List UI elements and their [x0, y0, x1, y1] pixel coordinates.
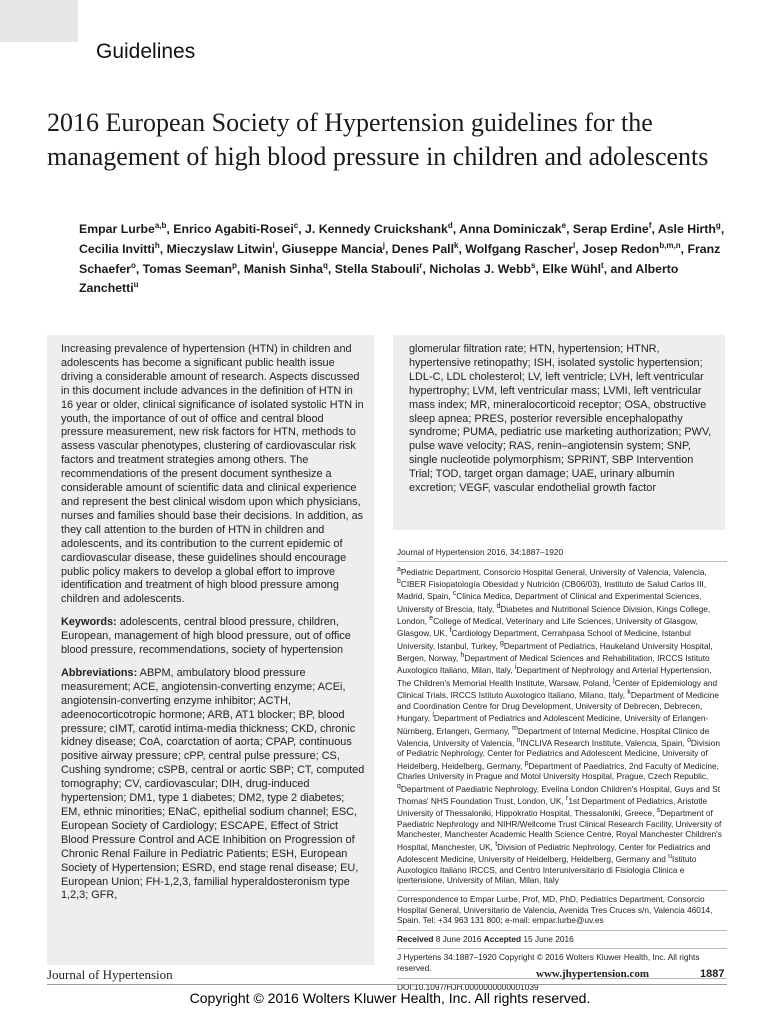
abstract-right-column — [409, 343, 715, 496]
keywords-label: Keywords: — [61, 616, 117, 629]
section-label: Guidelines — [96, 40, 196, 63]
correspondence-divider — [397, 890, 727, 891]
received-date: 8 June 2016 — [433, 933, 484, 944]
article-copyright: J Hypertens 34:1887–1920 Copyright © 2016 Wolters Kluwer Health, Inc. All rights reserved. — [397, 952, 700, 973]
copyright-notice: Copyright © 2016 Wolters Kluwer Health, Inc. All rights reserved. — [189, 990, 591, 1006]
dates-divider — [397, 930, 727, 931]
accepted-label: Accepted — [483, 933, 522, 944]
journal-reference: Journal of Hypertension 2016, 34:1887–1920 — [397, 547, 564, 557]
correspondence: Correspondence to Empar Lurbe, Prof, MD, PhD, Pediatrics Department, Consorcio Hospital General, Universitario de Valencia, Avenida Tres Cruces s/n, Valencia 46014, Spain. Tel: +34 963 131 800; e-mail: empar.lurbe@uv.es — [397, 893, 713, 926]
page-number: 1887 — [700, 968, 725, 980]
received-accepted — [397, 934, 727, 945]
abstract-text: Increasing prevalence of hypertension (HTN) in children and adolescents has become a significant public health issue driving a considerable amount of research. Aspects discussed in this document include advances in the definition of HTN in 16 year or older, clinical significance of isolated systolic HTN in youth, the importance of out of office and central blood pressure measurement, new risk factors for HTN, methods to assess vascular phenotypes, clustering of cardiovascular risk factors and treatment strategies among others. The recommendations of the present document synthesize a considerable amount of scientific data and clinical experience and represent the best clinical wisdom upon which physicians, nurses and families should base their decisions. In addition, as they call attention to the burden of HTN in children and adolescents, and its contribution to the current epidemic of cardiovascular disease, these guidelines should encourage public policy makers to develop a global effort to improve identification and treatment of high blood pressure among children and adolescents. — [61, 343, 364, 606]
footer-divider — [47, 984, 727, 985]
header-corner-block — [0, 0, 78, 42]
copyright-divider — [397, 948, 727, 949]
abbreviations — [61, 667, 366, 903]
abbreviations-text-right: glomerular filtration rate; HTN, hypertension; HTNR, hypertensive retinopathy; ISH, isolated systolic hypertension; LDL-C, LDL cholesterol; LV, left ventricle; LVH, left ventricular hypertrophy; LVM, left ventricular mass; LVMI, left ventricular mass index; MR, mineralocorticoid receptor; OSA, obstructive sleep apnea; PRES, posterior reversible encephalopathy syndrome; PUMA, pediatric use marketing authorization; PWV, pulse wave velocity; RAS, renin–angiotensin system; SNP, single nucleotide polymorphism; SPRINT, SBP Intervention Trial; TOD, target organ damage; UAE, urinary albumin excretion; VEGF, vascular endothelial growth factor — [409, 343, 712, 495]
keywords-text: adolescents, central blood pressure, children, European, management of high blood pressure, out of office blood pressure, recommendations, society of hypertension — [61, 616, 351, 657]
footer-url-link[interactable]: www.jhypertension.com — [536, 968, 650, 980]
footer-journal-name: Journal of Hypertension — [47, 967, 173, 982]
keywords — [61, 616, 366, 658]
accepted-date: 15 June 2016 — [521, 933, 574, 944]
abbreviations-text-left: ABPM, ambulatory blood pressure measurement; ACE, angiotensin-converting enzyme; ACEi, angiotensin-converting enzyme inhibitor; ACTH, adeenocorticotropic hormone; ARB, AT1 blocker; BP, blood pressure; cIMT, carotid intima-media thickness; CKD, chronic kidney disease; CoA, coarctation of aorta; CPAP, continuous positive airway pressure; cPP, central pulse pressure; CS, Cushing syndrome; cSPB, central or aortic SBP; CT, computed tomography; CV, cardiovascular; DIH, drug-induced hypertension; DM1, type 1 diabetes; DM2, type 2 diabetes; EM, ethnic minorities; ENaC, epithelial sodium channel; ESC, European Society of Cardiology; ESCAPE, Effect of Strict Blood Pressure Control and ACE Inhibition on Progression of Chronic Renal Failure in Pediatric Patients; ESH, European Society of Hypertension; ESRD, end stage renal disease; EU, European Union; FH-1,2,3, familial hyperaldosteronism type 1,2,3; GFR, — [61, 666, 365, 902]
received-label: Received — [397, 933, 434, 944]
affiliations-divider — [397, 561, 727, 562]
affiliations-block — [397, 547, 727, 996]
abstract-left-column — [61, 343, 366, 903]
article-title: 2016 European Society of Hypertension guidelines for the management of high blood pressure in children and adolescents — [47, 108, 709, 171]
abbreviations-label: Abbreviations: — [61, 666, 138, 679]
doi[interactable]: DOI:10.1097/HJH.0000000000001039 — [397, 981, 539, 992]
affiliations-text: $^a$Pediatric Department, Consorcio Hospital General, University of Valencia, Valencia, $^b$CIBER Fisiopatología Obesidad y Nutrición (CB06/03), Instituto de Salud Carlos III, Madrid, Spain, $^c$Clinica Medica, Department of Clinical and Experimental Sciences, University of Brescia, Italy, $^d$Diabetes and Nutritional Science Division, Kings College, London, $^e$College of Medical, Veterinary and Life Sciences, University of Glasgow, Glasgow, UK, $^f$Cardiology Department, Cerrahpasa School of Medicine, Istanbul University, Istanbul, Turkey, $^g$Department of Pediatrics, Haukeland University Hospital, Bergen, Norway, $^h$Department of Medical Sciences and Rehabilitation, IRCCS Istituto Auxologico Italiano, Milan, Italy, $^i$Department of Nephrology and Arterial Hypertension, The Children's Memorial Health Institute, Warsaw, Poland, $^j$Center of Epidemiology and Clinical Trials, IRCCS Istituto Auxologico Italiano, Milano, Italy, $^k$Department of Medicine and Coordination Centre for Drug Development, University of Debrecen, Debrecen, Hungary, $^l$Department of Pediatrics and Adolescent Medicine, University of Erlangen-Nürnberg, Erlangen, Germany, $^m$Department of Internal Medicine, Hospital Clinico de Valencia, University of Valencia, $^n$INCLIVA Research Institute, Valencia, Spain, $^o$Division of Pediatric Nephrology, Center for Pediatrics and Adolescent Medicine, University of Heidelberg, Heidelberg, Germany, $^p$Department of Paediatrics, 2nd Faculty of Medicine, Charles University in Prague and Motol University Hospital, Prague, Czech Republic, $^q$Department of Paediatric Nephrology, Evelina London Children's Hospital, Guys and St Thomas' NHS Foundation Trust, London, UK, $^r$1st Department of Pediatrics, Aristotle University of Thessaloniki, Hippokratio Hospital, Thessaloniki, Greece, $^s$Department of Paediatric Nephrology and NIHR/Wellcome Trust Clinical Research Facility, University of Manchester, Manchester Academic Health Science Centre, Royal Manchester Children's Hospital, Manchester, UK, $^t$Division of Pediatric Nephrology, Center for Pediatrics and Adolescent Medicine, University of Heidelberg, Heidelberg, Germany and $^u$Istituto Auxologico Italiano IRCCS, and Centro Interuniversitario di Fisiologia Clinica e ipertensione, University of Milan, Milan, Italy — [397, 565, 722, 886]
author-list: Empar Lurbe$^{a,b}$, Enrico Agabiti-Rosei$^c$, J. Kennedy Cruickshank$^d$, Anna Dominiczak$^e$, Serap Erdine$^f$, Asle Hirth$^g$, Cecilia Invitti$^h$, Mieczyslaw Litwin$^i$, Giuseppe Mancia$^j$, Denes Pall$^k$, Wolfgang Rascher$^l$, Josep Redon$^{b,m,n}$, Franz Schaefer$^o$, Tomas Seeman$^p$, Manish Sinha$^q$, Stella Stabouli$^r$, Nicholas J. Webb$^s$, Elke Wühl$^t$, and Alberto Zanchetti$^u$ — [79, 221, 725, 296]
